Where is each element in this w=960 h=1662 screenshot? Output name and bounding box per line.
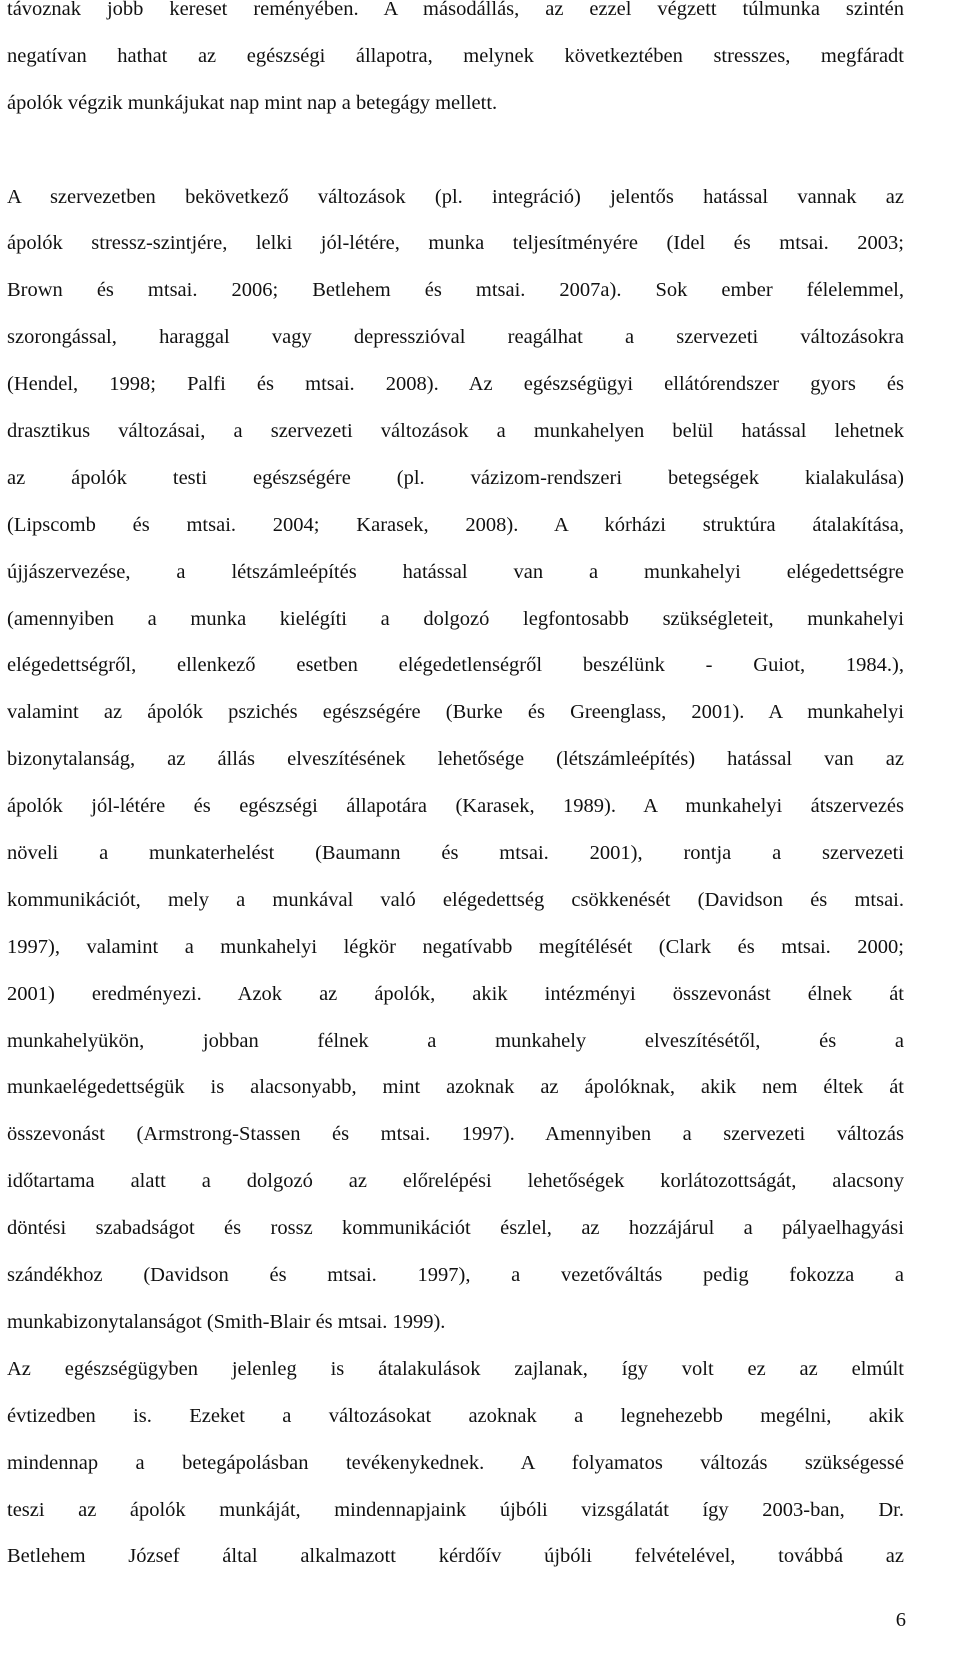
text-line: munkahelyükön, jobban félnek a munkahely elveszítésétől, és a xyxy=(7,1029,904,1052)
text-line: ápolók végzik munkájukat nap mint nap a betegágy mellett. xyxy=(7,91,498,114)
text-line: (Hendel, 1998; Palfi és mtsai. 2008). Az egészségügyi ellátórendszer gyors és xyxy=(7,373,904,396)
text-line: ápolók jól-létére és egészségi állapotára (Karasek, 1989). A munkahelyi átszervezés xyxy=(7,795,904,818)
text-line: teszi az ápolók munkáját, mindennapjaink újbóli vizsgálatát így 2003-ban, Dr. xyxy=(7,1498,904,1521)
text-line: döntési szabadságot és rossz kommunikációt észlel, az hozzájárul a pályaelhagyási xyxy=(7,1217,904,1240)
text-line: az ápolók testi egészségére (pl. vázizom-rendszeri betegségek kialakulása) xyxy=(7,466,904,489)
text-line: kommunikációt, mely a munkával való elégedettség csökkenését (Davidson és mtsai. xyxy=(7,888,904,911)
text-line: (Lipscomb és mtsai. 2004; Karasek, 2008). A kórházi struktúra átalakítása, xyxy=(7,513,904,536)
text-line: távoznak jobb kereset reményében. A másodállás, az ezzel végzett túlmunka szintén xyxy=(7,0,904,20)
document-page xyxy=(7,0,904,1580)
text-line: szorongással, haraggal vagy depresszióval reagálhat a szervezeti változásokra xyxy=(7,326,904,349)
text-line: valamint az ápolók pszichés egészségére (Burke és Greenglass, 2001). A munkahelyi xyxy=(7,701,904,724)
text-line: A szervezetben bekövetkező változások (pl. integráció) jelentős hatással vannak az xyxy=(7,185,904,208)
text-line: Az egészségügyben jelenleg is átalakulások zajlanak, így volt ez az elmúlt xyxy=(7,1357,904,1380)
text-line: munkaelégedettségük is alacsonyabb, mint azoknak az ápolóknak, akik nem éltek át xyxy=(7,1076,904,1099)
text-line: szándékhoz (Davidson és mtsai. 1997), a vezetőváltás pedig fokozza a xyxy=(7,1264,904,1287)
paragraph-gap xyxy=(7,127,904,174)
text-line: elégedettségről, ellenkező esetben elégedetlenségről beszélünk - Guiot, 1984.), xyxy=(7,654,904,677)
text-line: Betlehem József által alkalmazott kérdőív újbóli felvételével, továbbá az xyxy=(7,1545,904,1568)
text-line: növeli a munkaterhelést (Baumann és mtsai. 2001), rontja a szervezeti xyxy=(7,842,904,865)
text-line: munkabizonytalanságot (Smith-Blair és mtsai. 1999). xyxy=(7,1310,446,1333)
text-line: ápolók stressz-szintjére, lelki jól-létére, munka teljesítményére (Idel és mtsai. 2003; xyxy=(7,232,904,255)
text-line: időtartama alatt a dolgozó az előrelépési lehetőségek korlátozottságát, alacsony xyxy=(7,1170,904,1193)
text-line: Brown és mtsai. 2006; Betlehem és mtsai. 2007a). Sok ember félelemmel, xyxy=(7,279,904,302)
text-line: bizonytalanság, az állás elveszítésének lehetősége (létszámleépítés) hatással van az xyxy=(7,748,904,771)
page-number: 6 xyxy=(895,1609,906,1631)
text-line: negatívan hathat az egészségi állapotra, melynek következtében stresszes, megfáradt xyxy=(7,44,904,67)
text-line: újjászervezése, a létszámleépítés hatással van a munkahelyi elégedettségre xyxy=(7,560,904,583)
text-line: (amennyiben a munka kielégíti a dolgozó legfontosabb szükségleteit, munkahelyi xyxy=(7,607,904,630)
text-line: drasztikus változásai, a szervezeti változások a munkahelyen belül hatással lehetnek xyxy=(7,420,904,443)
text-line: évtizedben is. Ezeket a változásokat azoknak a legnehezebb megélni, akik xyxy=(7,1404,904,1427)
text-line: 2001) eredményezi. Azok az ápolók, akik intézményi összevonást élnek át xyxy=(7,982,904,1005)
text-line: mindennap a betegápolásban tevékenykednek. A folyamatos változás szükségessé xyxy=(7,1451,904,1474)
text-line: 1997), valamint a munkahelyi légkör negatívabb megítélését (Clark és mtsai. 2000; xyxy=(7,935,904,958)
text-line: összevonást (Armstrong-Stassen és mtsai. 1997). Amennyiben a szervezeti változás xyxy=(7,1123,904,1146)
